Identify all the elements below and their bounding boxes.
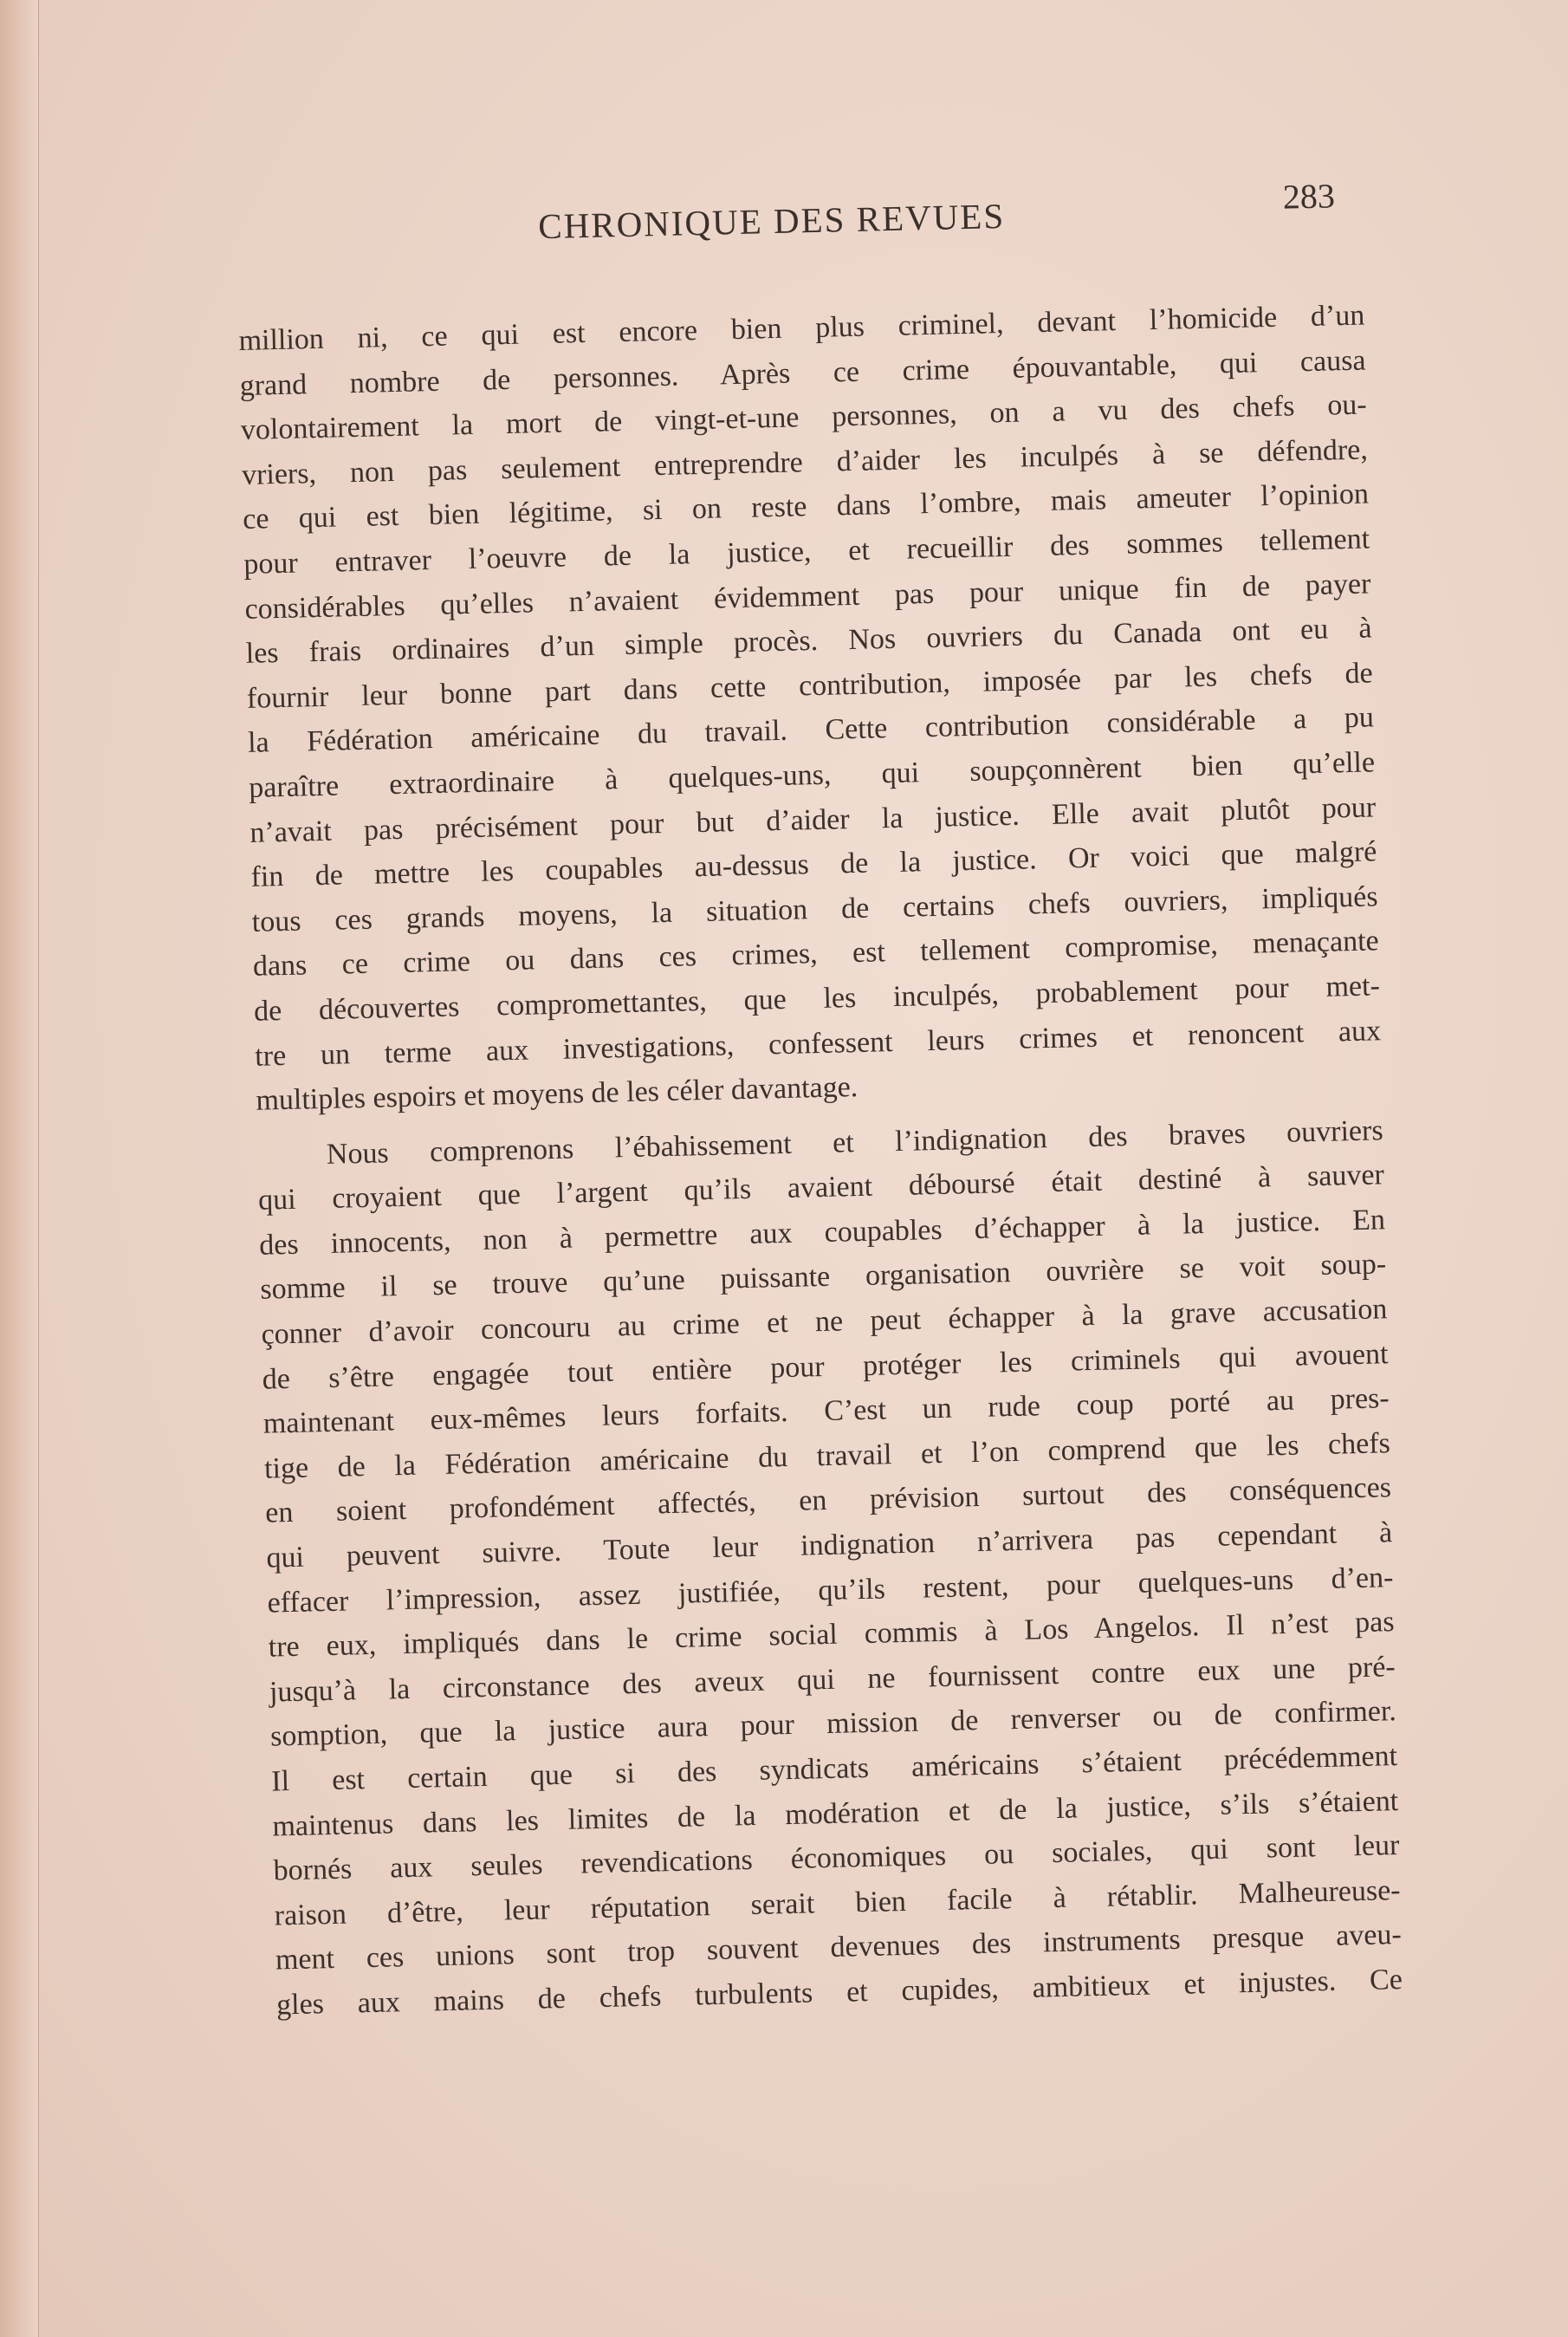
text-line: volontairement la mort de vingt-et-une personnes, on a vu des chefs ou- bbox=[240, 388, 1368, 447]
body-text bbox=[238, 294, 1403, 2029]
text-line: maintenant eux-mêmes leurs forfaits. C’est un rude coup porté au pres- bbox=[262, 1382, 1390, 1440]
text-line: maintenus dans les limites de la modération et de la justice, s’ils s’étaient bbox=[272, 1784, 1399, 1843]
text-line: considérables qu’elles n’avaient évidemment pas pour unique fin de payer bbox=[244, 567, 1371, 626]
text-line: de découvertes compromettantes, que les inculpés, probablement pour met- bbox=[253, 970, 1381, 1028]
text-line: ce qui est bien légitime, si on reste dans l’ombre, mais ameuter l’opinion bbox=[242, 477, 1370, 536]
text-line: fournir leur bonne part dans cette contribution, imposée par les chefs de bbox=[246, 657, 1374, 715]
text-line: n’avait pas précisément pour but d’aider la justice. Elle avait plutôt pour bbox=[249, 790, 1377, 849]
text-line: raison d’être, leur réputation serait bien facile à rétablir. Malheureuse- bbox=[274, 1873, 1401, 1932]
text-line: dans ce crime ou dans ces crimes, est tellement compromise, menaçante bbox=[252, 925, 1380, 983]
paragraph-1 bbox=[238, 294, 1383, 1124]
text-line: la Fédération américaine du travail. Cette contribution considérable a pu bbox=[247, 701, 1375, 760]
text-line: jusqu’à la circonstance des aveux qui ne fournissent contre eux une pré- bbox=[269, 1650, 1396, 1709]
text-line: qui croyaient que l’argent qu’ils avaient déboursé était destiné à sauver bbox=[257, 1159, 1385, 1217]
text-line: fin de mettre les coupables au-dessus de la justice. Or voici que malgré bbox=[250, 835, 1377, 893]
text-line: somption, que la justice aura pour mission de renverser ou de confirmer. bbox=[269, 1695, 1397, 1753]
page-header bbox=[238, 153, 1344, 247]
text-line: qui peuvent suivre. Toute leur indignation n’arrivera pas cependant à bbox=[266, 1516, 1393, 1574]
text-line: bornés aux seules revendications économiques ou sociales, qui sont leur bbox=[273, 1829, 1400, 1887]
text-line: grand nombre de personnes. Après ce crime épouvantable, qui causa bbox=[239, 344, 1366, 402]
text-line: paraître extraordinaire à quelques-uns, qui soupçonnèrent bien qu’elle bbox=[248, 746, 1376, 804]
page-number: 283 bbox=[1282, 176, 1336, 217]
text-line: multiples espoirs et moyens de les céler davantage. bbox=[256, 1071, 859, 1117]
text-line: somme il se trouve qu’une puissante organisation ouvrière se voit soup- bbox=[260, 1248, 1387, 1307]
book-gutter bbox=[0, 0, 39, 2337]
paragraph-2 bbox=[256, 1108, 1403, 2028]
text-line: Nous comprenons l’ébahissement et l’indignation des braves ouvriers bbox=[326, 1113, 1384, 1171]
text-line: tous ces grands moyens, la situation de certains chefs ouvriers, impliqués bbox=[251, 880, 1378, 938]
text-line: million ni, ce qui est encore bien plus criminel, devant l’homicide d’un bbox=[238, 299, 1365, 357]
text-line: tre un terme aux investigations, confessent leurs crimes et renoncent aux bbox=[254, 1014, 1382, 1073]
text-line: tige de la Fédération américaine du travail et l’on comprend que les chefs bbox=[263, 1427, 1391, 1485]
text-line: Il est certain que si des syndicats américains s’étaient précédemment bbox=[270, 1740, 1398, 1798]
text-line: effacer l’impression, assez justifiée, qu’ils restent, pour quelques-uns d’en- bbox=[267, 1561, 1394, 1620]
text-line: de s’être engagée tout entière pour protéger les criminels qui avouent bbox=[262, 1337, 1389, 1396]
text-line: pour entraver l’oeuvre de la justice, et recueillir des sommes tellement bbox=[243, 523, 1370, 581]
text-line: tre eux, impliqués dans le crime social commis à Los Angelos. Il n’est pas bbox=[268, 1606, 1395, 1664]
text-line: en soient profondément affectés, en prévision surtout des conséquences bbox=[264, 1471, 1392, 1530]
text-line: gles aux mains de chefs turbulents et cupides, ambitieux et injustes. Ce bbox=[275, 1963, 1403, 2022]
text-line: des innocents, non à permettre aux coupables d’échapper à la justice. En bbox=[258, 1204, 1386, 1262]
text-line: les frais ordinaires d’un simple procès. Nos ouvriers du Canada ont eu à bbox=[245, 612, 1372, 671]
text-line: çonner d’avoir concouru au crime et ne peut échapper à la grave accusation bbox=[261, 1293, 1388, 1351]
text-line: ment ces unions sont trop souvent devenues des instruments presque aveu- bbox=[275, 1918, 1403, 1977]
text-line: vriers, non pas seulement entreprendre d’aider les inculpés à se défendre, bbox=[241, 433, 1369, 491]
running-title: CHRONIQUE DES REVUES bbox=[537, 195, 1006, 247]
